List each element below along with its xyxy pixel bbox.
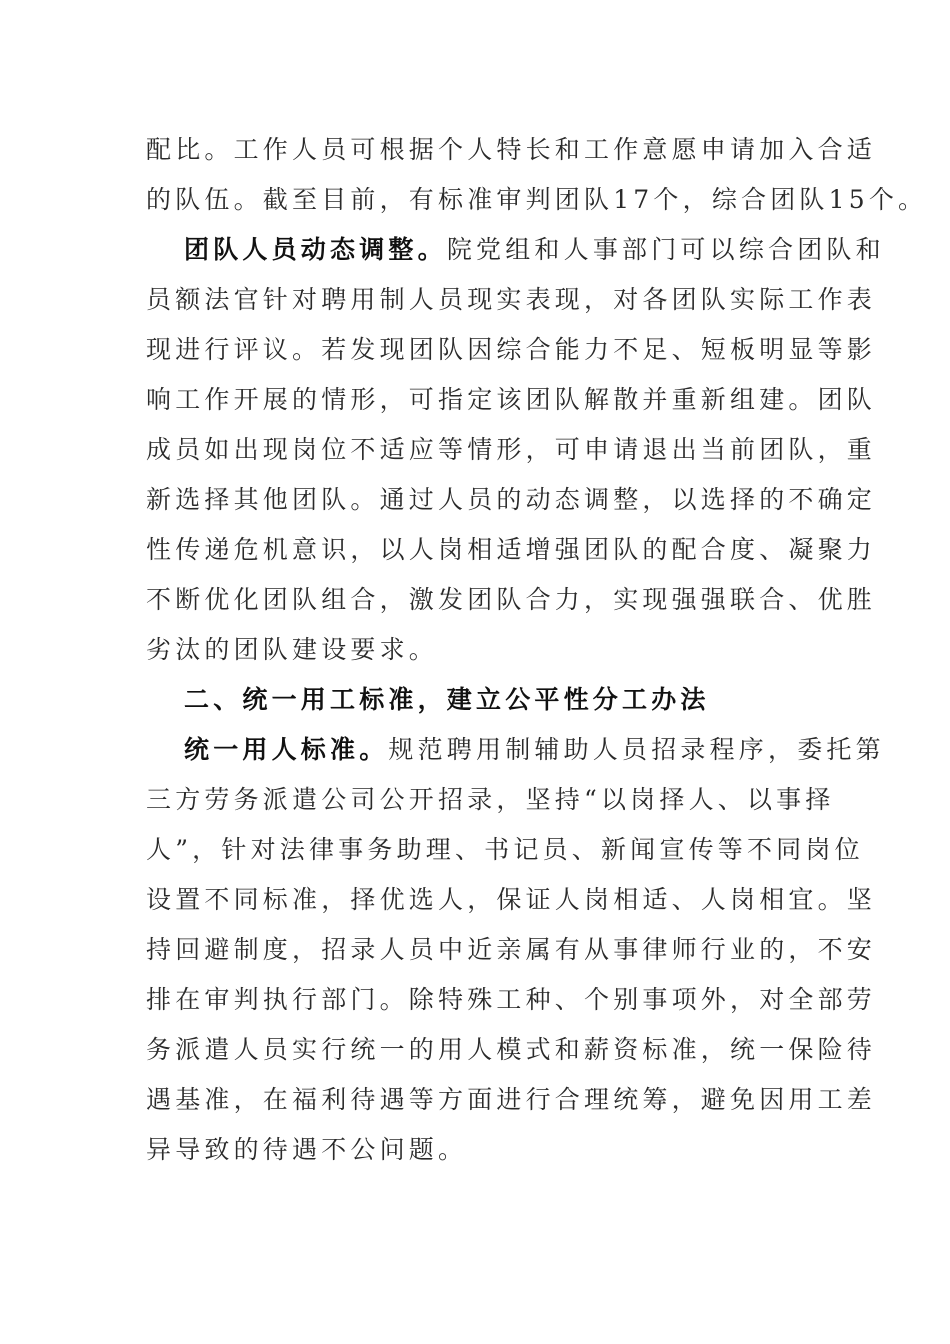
paragraph-team-ratio	[146, 125, 928, 225]
text-line: 的队伍。截至目前，有标准审判团队17个，综合团队15个。	[146, 185, 928, 214]
text-line: 不断优化团队组合，激发团队合力，实现强强联合、优胜	[146, 585, 877, 614]
text-line: 排在审判执行部门。除特殊工种、个别事项外，对全部劳	[146, 985, 877, 1014]
section-heading: 二、统一用工标准，建立公平性分工办法	[184, 685, 710, 714]
text-line: 性传递危机意识，以人岗相适增强团队的配合度、凝聚力	[146, 535, 877, 564]
text-line: 员额法官针对聘用制人员现实表现，对各团队实际工作表	[146, 285, 877, 314]
text-line: 成员如出现岗位不适应等情形，可申请退出当前团队，重	[146, 435, 877, 464]
text-line	[146, 725, 885, 775]
paragraph-lead-title: 团队人员动态调整。	[184, 235, 447, 264]
text-line: 持回避制度，招录人员中近亲属有从事律师行业的，不安	[146, 935, 877, 964]
text-line	[146, 225, 885, 275]
text-line: 现进行评议。若发现团队因综合能力不足、短板明显等影	[146, 335, 877, 364]
text-span: 规范聘用制辅助人员招录程序，委托第	[388, 735, 885, 764]
text-line: 设置不同标准，择优选人，保证人岗相适、人岗相宜。坚	[146, 885, 877, 914]
text-line: 遇基准，在福利待遇等方面进行合理统筹，避免因用工差	[146, 1085, 877, 1114]
text-line: 新选择其他团队。通过人员的动态调整，以选择的不确定	[146, 485, 877, 514]
document-body	[146, 125, 928, 1175]
text-line: 劣汰的团队建设要求。	[146, 635, 439, 664]
paragraph-unified-standard	[146, 725, 885, 1175]
paragraph-lead-title: 统一用人标准。	[184, 735, 389, 764]
text-line: 异导致的待遇不公问题。	[146, 1135, 468, 1164]
paragraph-dynamic-adjustment	[146, 225, 885, 675]
text-span: 院党组和人事部门可以综合团队和	[446, 235, 885, 264]
text-line: 务派遣人员实行统一的用人模式和薪资标准，统一保险待	[146, 1035, 877, 1064]
text-line: 人”，针对法律事务助理、书记员、新闻宣传等不同岗位	[146, 835, 864, 864]
text-line: 响工作开展的情形，可指定该团队解散并重新组建。团队	[146, 385, 877, 414]
text-line: 配比。工作人员可根据个人特长和工作意愿申请加入合适	[146, 135, 877, 164]
text-line: 三方劳务派遣公司公开招录，坚持“以岗择人、以事择	[146, 785, 835, 814]
